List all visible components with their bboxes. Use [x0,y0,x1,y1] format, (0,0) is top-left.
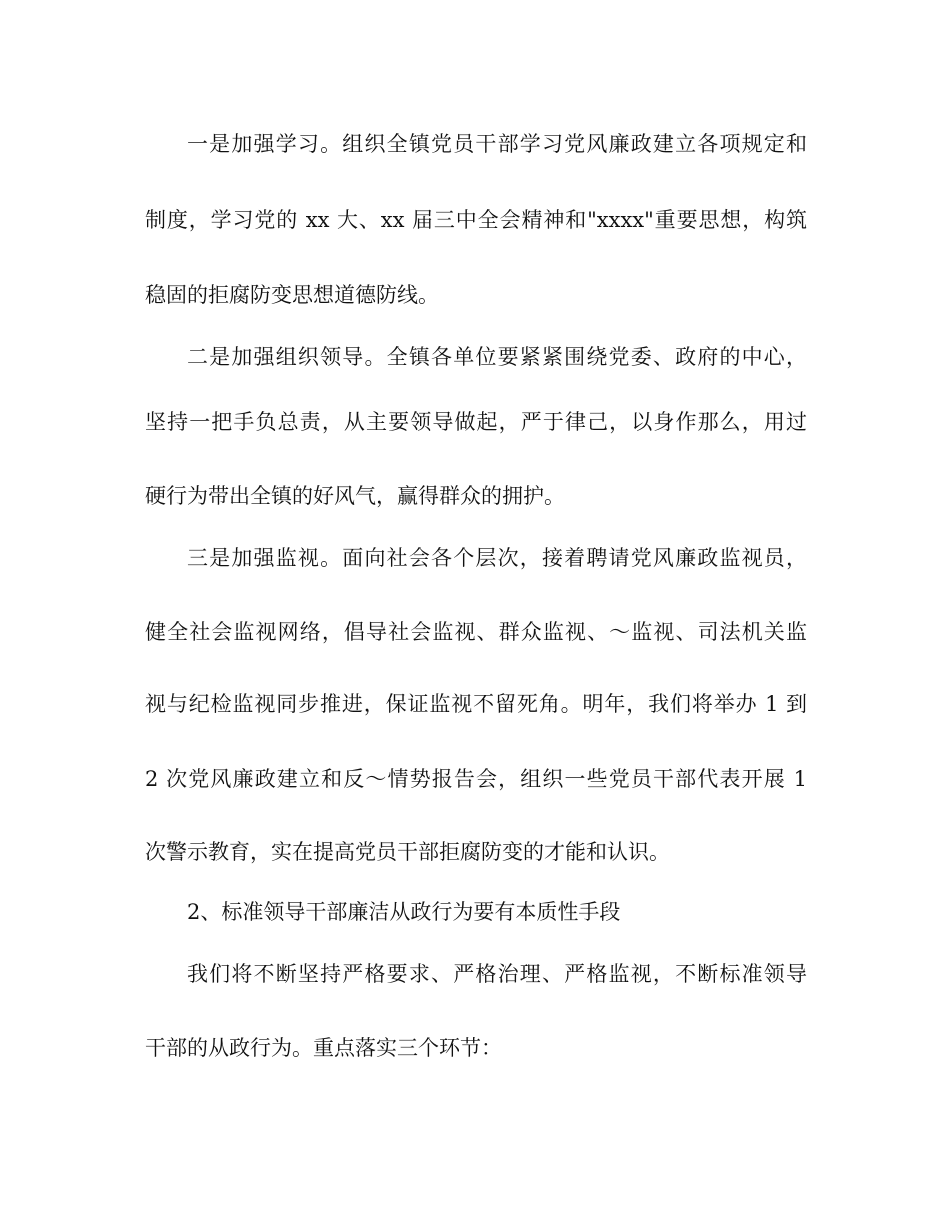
paragraph-line: 坚持一把手负总责，从主要领导做起，严于律己，以身作那么，用过 [145,410,807,434]
paragraph-line: 视与纪检监视同步推进，保证监视不留死角。明年，我们将举办 1 到 [145,692,807,716]
paragraph-line: 一是加强学习。组织全镇党员干部学习党风廉政建立各项规定和 [187,132,807,156]
paragraph-line: 稳固的拒腐防变思想道德防线。 [145,283,439,307]
paragraph-line: 2 次党风廉政建立和反～情势报告会，组织一些党员干部代表开展 1 [145,767,807,791]
paragraph-line: 三是加强监视。面向社会各个层次，接着聘请党风廉政监视员， [187,546,807,570]
paragraph-line: 我们将不断坚持严格要求、严格治理、严格监视，不断标准领导 [187,962,807,986]
paragraph-line: 硬行为带出全镇的好风气，赢得群众的拥护。 [145,484,565,508]
paragraph-line: 次警示教育，实在提高党员干部拒腐防变的才能和认识。 [145,840,670,864]
paragraph-line: 二是加强组织领导。全镇各单位要紧紧围绕党委、政府的中心， [187,345,807,369]
paragraph-line: 干部的从政行为。重点落实三个环节： [145,1036,502,1060]
paragraph-line: 制度，学习党的 xx 大、xx 届三中全会精神和"xxxx"重要思想，构筑 [145,208,807,232]
paragraph-line: 健全社会监视网络，倡导社会监视、群众监视、～监视、司法机关监 [145,620,807,644]
section-heading: 2、标准领导干部廉洁从政行为要有本质性手段 [187,900,621,924]
